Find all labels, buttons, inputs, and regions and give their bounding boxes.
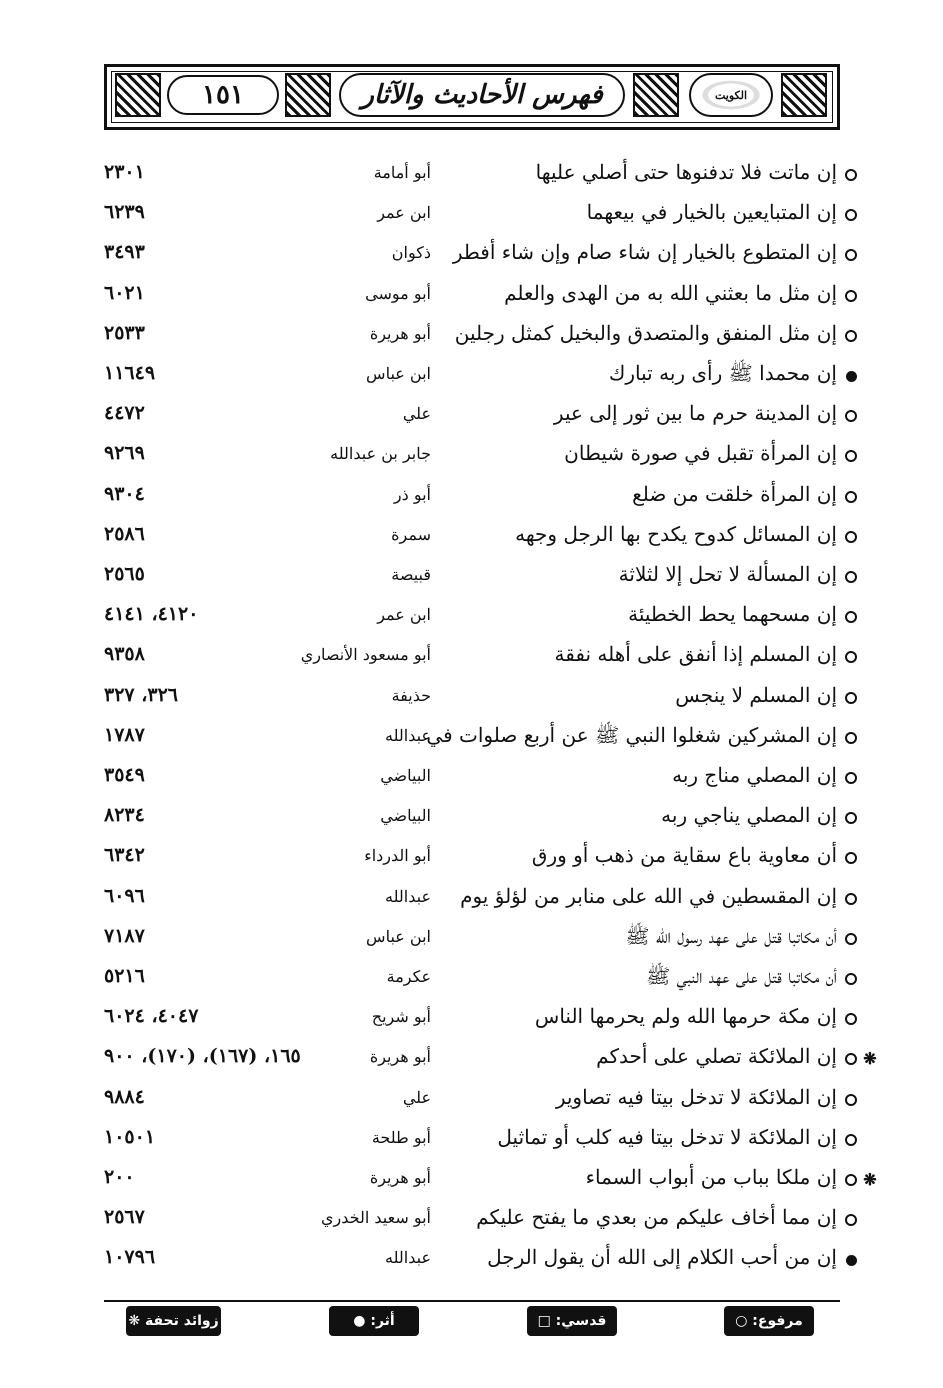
narrator-name: ابن عمر: [377, 605, 431, 625]
reference-numbers: ٩٣٥٨: [104, 643, 145, 666]
list-item: [0, 395, 943, 435]
circle-icon: [845, 410, 857, 422]
entry-marker-icon: [843, 288, 859, 304]
entry-marker-icon: [843, 448, 859, 464]
hadith-text: إن المسلم لا ينجس: [675, 682, 837, 707]
entry-marker-icon: [843, 1051, 859, 1067]
reference-numbers: ٢٥٦٧: [104, 1206, 145, 1229]
entry-marker-icon: [843, 850, 859, 866]
narrator-name: أبو هريرة: [369, 1168, 431, 1187]
narrator-name: ذكوان: [391, 243, 431, 263]
hadith-text: إن الملائكة لا تدخل بيتا فيه كلب أو تماثيل: [497, 1124, 837, 1149]
entry-marker-icon: [843, 1212, 859, 1228]
entry-marker-icon: [843, 931, 859, 947]
list-item: [0, 476, 943, 516]
asterisk-icon: [862, 1051, 878, 1067]
hadith-text: أن مكاتبا قتل على عهد رسول الله ﷺ: [625, 923, 837, 948]
entry-marker-icon: [843, 408, 859, 424]
circle-icon: [845, 209, 857, 221]
legend-zawaid: زوائد تحفة ❋: [126, 1306, 221, 1336]
circle-icon: [845, 651, 857, 663]
list-item: [0, 355, 943, 395]
entry-marker-icon: [843, 167, 859, 183]
reference-numbers: ٩٢٦٩: [104, 442, 145, 465]
reference-numbers: ٢٠٠: [104, 1166, 135, 1188]
circle-icon: [845, 290, 857, 302]
entry-marker-icon: [843, 810, 859, 826]
title-oval: [339, 73, 625, 117]
reference-numbers: ٥٢١٦: [104, 965, 145, 987]
circle-icon: [845, 893, 857, 905]
circle-icon: [845, 491, 857, 503]
entry-marker-icon: [843, 368, 859, 384]
narrator-name: قبيصة: [391, 565, 431, 584]
narrator-name: عبدالله: [385, 1248, 431, 1268]
list-item: [0, 556, 943, 596]
ornament-knot-icon: [633, 73, 679, 117]
narrator-name: أبو أمامة: [373, 163, 431, 182]
narrator-name: جابر بن عبدالله: [330, 444, 431, 464]
reference-numbers: ٩٨٨٤: [104, 1085, 145, 1108]
filled-dot-icon: [846, 371, 857, 382]
list-item: [0, 1038, 943, 1078]
narrator-name: أبو سعيد الخدري: [321, 1208, 431, 1228]
reference-numbers: ٩٣٠٤: [104, 482, 145, 505]
reference-numbers: ٦٢٣٩: [104, 201, 145, 224]
circle-icon: [845, 772, 857, 784]
narrator-name: علي: [402, 404, 431, 424]
circle-icon: [845, 1174, 857, 1186]
reference-numbers: ٢٣٠١: [104, 161, 145, 183]
circle-icon: [845, 692, 857, 704]
ornament-knot-icon: [285, 73, 331, 117]
hadith-text: أن معاوية باع سقاية من ذهب أو ورق: [531, 843, 837, 868]
hadith-text: إن محمدا ﷺ رأى ربه تبارك: [608, 361, 837, 385]
list-item: [0, 636, 943, 676]
legend-marfu: مرفوع: ○: [724, 1306, 814, 1336]
hadith-text: إن مثل ما بعثني الله به من الهدى والعلم: [504, 280, 837, 305]
narrator-name: ابن عباس: [366, 926, 431, 946]
hadith-text: إن من أحب الكلام إلى الله أن يقول الرجل: [487, 1245, 837, 1270]
narrator-name: أبو هريرة: [369, 323, 431, 343]
list-item: [0, 275, 943, 315]
list-item: [0, 194, 943, 234]
hadith-text: إن المرأة تقبل في صورة شيطان: [564, 441, 837, 466]
entry-marker-icon: [843, 770, 859, 786]
narrator-name: أبو هريرة: [369, 1047, 431, 1067]
narrator-name: أبو موسى: [365, 283, 431, 303]
entry-marker-icon: [843, 207, 859, 223]
list-item: [0, 1159, 943, 1199]
list-item: [0, 154, 943, 194]
hadith-text: إن الملائكة لا تدخل بيتا فيه تصاوير: [555, 1084, 837, 1109]
hadith-text: إن المصلي يناجي ربه: [661, 803, 837, 828]
narrator-name: عكرمة: [386, 967, 431, 986]
hadith-text: إن مثل المنفق والمتصدق والبخيل كمثل رجلين: [454, 320, 837, 345]
hadith-text: إن المقسطين في الله على منابر من لؤلؤ يوم: [460, 883, 837, 908]
narrator-name: أبو مسعود الأنصاري: [300, 645, 431, 665]
hadith-text: إن مسحهما يحط الخطيئة: [628, 602, 837, 627]
hadith-text: إن المسائل كدوح يكدح بها الرجل وجهه: [515, 521, 837, 546]
circle-icon: [845, 611, 857, 623]
hadith-text: إن المشركين شغلوا النبي ﷺ عن أربع صلوات في: [426, 722, 837, 747]
legend-athar: أثر: ●: [329, 1306, 419, 1336]
entry-marker-icon: [843, 1252, 859, 1268]
entry-marker-icon: [843, 730, 859, 746]
circle-icon: [845, 1214, 857, 1226]
entry-marker-icon: [843, 1011, 859, 1027]
filled-dot-icon: [846, 1255, 857, 1266]
reference-numbers: ٤٠٤٧، ٦٠٢٤: [104, 1005, 199, 1028]
hadith-text: إن المدينة حرم ما بين ثور إلى عير: [553, 401, 837, 426]
publisher-seal: [689, 73, 773, 117]
ornament-knot-icon: [115, 73, 161, 117]
list-item: [0, 998, 943, 1038]
list-item: [0, 1119, 943, 1159]
entry-marker-icon: [843, 328, 859, 344]
circle-icon: [845, 852, 857, 864]
entry-marker-icon: [843, 690, 859, 706]
narrator-name: البياضي: [380, 766, 431, 785]
narrator-name: ابن عباس: [366, 364, 431, 383]
asterisk-glyph: ❋: [863, 1170, 877, 1189]
hadith-text: إن ملكا بباب من أبواب السماء: [585, 1165, 837, 1189]
reference-numbers: ٢٥٨٦: [104, 522, 145, 545]
narrator-name: علي: [402, 1087, 431, 1107]
reference-numbers: ٧١٨٧: [104, 924, 145, 947]
list-item: [0, 797, 943, 837]
entry-marker-icon: [843, 247, 859, 263]
list-item: [0, 958, 943, 998]
hadith-text: إن مكة حرمها الله ولم يحرمها الناس: [534, 1004, 837, 1029]
entry-marker-icon: [843, 1172, 859, 1188]
narrator-name: حذيفة: [391, 685, 431, 705]
hadith-text: إن المصلي مناج ربه: [672, 763, 837, 787]
entry-marker-icon: [843, 1092, 859, 1108]
narrator-name: سمرة: [391, 524, 431, 544]
reference-numbers: ٦٠٢١: [104, 281, 145, 304]
list-item: [0, 1199, 943, 1239]
circle-icon: [845, 1134, 857, 1146]
narrator-name: ابن عمر: [377, 203, 431, 223]
circle-icon: [845, 531, 857, 543]
hadith-text: أن مكاتبا قتل على عهد النبي ﷺ: [646, 964, 837, 988]
list-item: [0, 677, 943, 717]
list-item: [0, 435, 943, 475]
list-item: [0, 315, 943, 355]
hadith-text: إن المرأة خلقت من ضلع: [632, 481, 837, 506]
circle-icon: [845, 973, 857, 985]
hadith-text: إن الملائكة تصلي على أحدكم: [596, 1044, 837, 1069]
reference-numbers: ٦٣٤٢: [104, 844, 145, 867]
page-header: [104, 64, 840, 130]
seal-text: الكويت: [714, 88, 748, 102]
narrator-name: أبو ذر: [393, 484, 431, 504]
entry-marker-icon: [843, 529, 859, 545]
list-item: [0, 757, 943, 797]
asterisk-icon: [862, 1172, 878, 1188]
narrator-name: عبدالله: [385, 886, 431, 906]
reference-numbers: ٣٢٦، ٣٢٧: [104, 683, 178, 706]
circle-icon: [845, 732, 857, 744]
legend-qudsi: قدسي: □: [527, 1306, 617, 1336]
asterisk-glyph: ❋: [863, 1049, 877, 1069]
list-item: [0, 717, 943, 757]
entry-marker-icon: [843, 649, 859, 665]
page-number-oval: [167, 75, 279, 115]
ornament-knot-icon: [781, 73, 827, 117]
entry-marker-icon: [843, 569, 859, 585]
list-item: [0, 1239, 943, 1279]
reference-numbers: ١١٦٤٩: [104, 362, 156, 384]
list-item: [0, 1079, 943, 1119]
circle-icon: [845, 450, 857, 462]
list-item: [0, 596, 943, 636]
page-title: فهرس الأحاديث والآثار: [361, 80, 603, 110]
reference-numbers: ٤٤٧٢: [104, 402, 145, 425]
footer-divider: [104, 1300, 840, 1302]
list-item: [0, 516, 943, 556]
reference-numbers: ١٦٥، (١٦٧)، (١٧٠)، ٩٠٠: [104, 1045, 301, 1068]
reference-numbers: ٢٥٣٣: [104, 321, 145, 344]
circle-icon: [845, 1053, 857, 1065]
hadith-text: إن المسألة لا تحل إلا لثلاثة: [618, 562, 837, 586]
list-item: [0, 837, 943, 877]
reference-numbers: ٤١٢٠، ٤١٤١: [104, 603, 199, 626]
list-item: [0, 234, 943, 274]
circle-icon: [845, 933, 857, 945]
narrator-name: أبو طلحة: [371, 1127, 431, 1147]
reference-numbers: ٦٠٩٦: [104, 884, 145, 907]
reference-numbers: ١٠٧٩٦: [104, 1246, 156, 1269]
hadith-text: إن المسلم إذا أنفق على أهله نفقة: [554, 642, 837, 667]
circle-icon: [845, 571, 857, 583]
hadith-text: إن مما أخاف عليكم من بعدي ما يفتح عليكم: [476, 1205, 837, 1230]
entry-marker-icon: [843, 489, 859, 505]
hadith-text: إن المتبايعين بالخيار في بيعهما: [586, 200, 837, 225]
reference-numbers: ٣٥٤٩: [104, 764, 145, 786]
page-number: ١٥١: [202, 80, 244, 110]
circle-icon: [845, 169, 857, 181]
hadith-text: إن المتطوع بالخيار إن شاء صام وإن شاء أفطر: [452, 240, 837, 265]
circle-icon: [845, 249, 857, 261]
entry-marker-icon: [843, 891, 859, 907]
narrator-name: أبو شريح: [371, 1007, 431, 1027]
circle-icon: [845, 1013, 857, 1025]
reference-numbers: ٣٤٩٣: [104, 241, 145, 264]
hadith-text: إن ماتت فلا تدفنوها حتى أصلي عليها: [535, 160, 837, 184]
list-item: [0, 918, 943, 958]
reference-numbers: ٨٢٣٤: [104, 804, 145, 827]
reference-numbers: ١٠٥٠١: [104, 1125, 156, 1148]
reference-numbers: ١٧٨٧: [104, 723, 145, 746]
narrator-name: أبو الدرداء: [364, 846, 431, 866]
narrator-name: البياضي: [380, 806, 431, 826]
narrator-name: عبدالله: [385, 725, 431, 745]
circle-icon: [845, 1094, 857, 1106]
entry-marker-icon: [843, 609, 859, 625]
circle-icon: [845, 812, 857, 824]
list-item: [0, 878, 943, 918]
circle-icon: [845, 330, 857, 342]
entry-marker-icon: [843, 971, 859, 987]
reference-numbers: ٢٥٦٥: [104, 563, 145, 585]
entry-marker-icon: [843, 1132, 859, 1148]
